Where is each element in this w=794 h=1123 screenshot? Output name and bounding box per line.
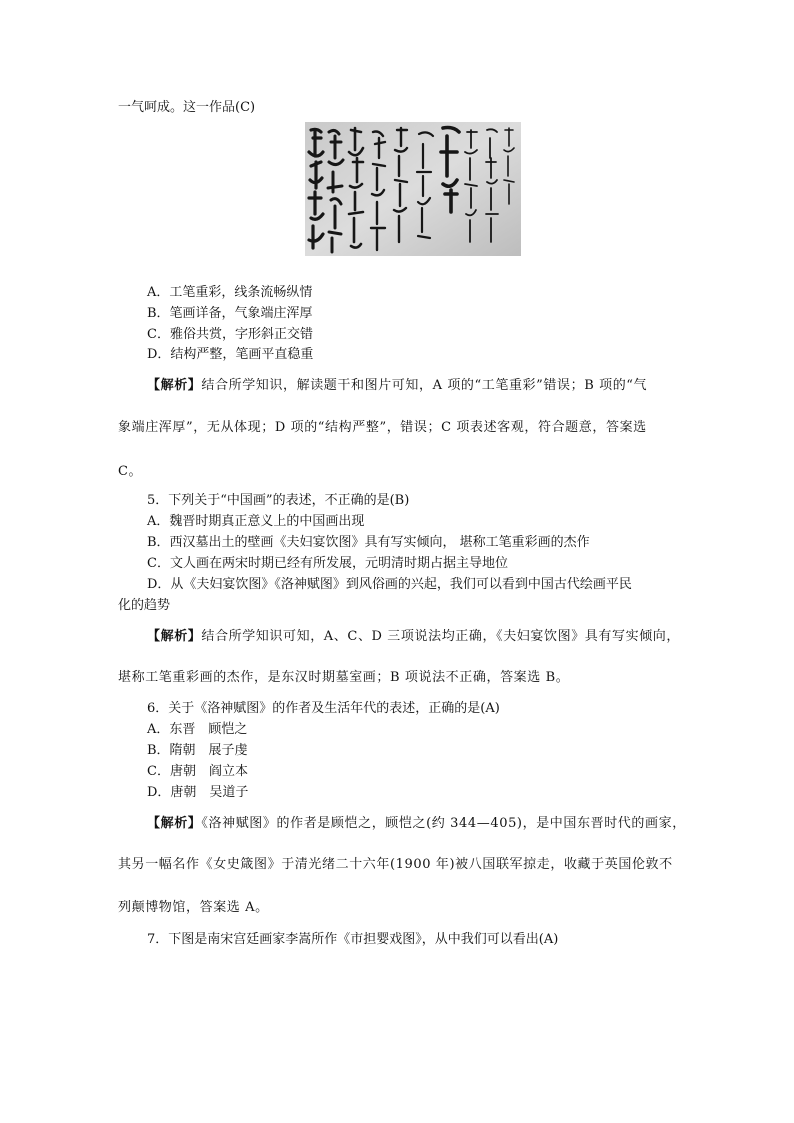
q5-option-b: B．西汉墓出土的壁画《夫妇宴饮图》具有写实倾向， 堪称工笔重彩画的杰作: [147, 535, 590, 550]
q6-option-b: B．隋朝 展子虔: [147, 743, 248, 758]
analysis-text: 结合所学知识，解读题干和图片可知，A 项的“工笔重彩”错误；B 项的“气: [201, 378, 648, 393]
analysis-tag: 【解析】: [147, 816, 202, 831]
q4-option-b: B．笔画详备，气象端庄浑厚: [147, 306, 313, 321]
q5-option-d: D．从《夫妇宴饮图》《洛神赋图》到风俗画的兴起，我们可以看到中国古代绘画平民: [147, 577, 632, 592]
q5-analysis-line-2: 堪称工笔重彩画的杰作，是东汉时期墓室画；B 项说法不正确，答案选 B。: [118, 670, 570, 685]
q6-analysis-line-2: 其另一幅名作《女史箴图》于清光绪二十六年(1900 年)被八国联军掠走，收藏于英国伦敦不: [118, 857, 673, 872]
q5-analysis-line-1: [147, 628, 680, 646]
analysis-text: 《洛神赋图》的作者是顾恺之，顾恺之(约 344—405)，是中国东晋时代的画家，: [201, 816, 686, 831]
q5-option-a: A．魏晋时期真正意义上的中国画出现: [147, 514, 365, 529]
q6-option-a: A．东晋 顾恺之: [147, 722, 248, 737]
q6-option-d: D．唐朝 吴道子: [147, 785, 249, 800]
q6-analysis-line-1: [147, 815, 686, 833]
q4-option-c: C．雅俗共赏，字形斜正交错: [147, 327, 313, 342]
q5-stem: 5．下列关于“中国画”的表述，不正确的是(B): [147, 493, 410, 508]
q4-option-a: A．工笔重彩，线条流畅纵情: [147, 285, 313, 300]
q5-option-c: C．文人画在两宋时期已经有所发展，元明清时期占据主导地位: [147, 556, 508, 571]
calligraphy-image: [305, 122, 521, 256]
q4-option-d: D．结构严整，笔画平直稳重: [147, 347, 314, 362]
q6-stem: 6．关于《洛神赋图》的作者及生活年代的表述，正确的是(A): [147, 701, 500, 716]
analysis-tag: 【解析】: [147, 378, 202, 393]
q5-option-d-cont: 化的趋势: [118, 598, 171, 613]
q7-stem: 7．下图是南宋宫廷画家李嵩所作《市担婴戏图》，从中我们可以看出(A): [147, 932, 559, 947]
q4-analysis-line-3: C。: [118, 464, 143, 479]
q6-option-c: C．唐朝 阎立本: [147, 764, 248, 779]
q4-analysis-line-1: [147, 377, 647, 395]
q4-stem-tail: 一气呵成。这一作品(C): [118, 100, 256, 115]
analysis-text: 结合所学知识可知，A、C、D 三项说法均正确，《夫妇宴饮图》具有写实倾向，: [201, 629, 680, 644]
analysis-tag: 【解析】: [147, 629, 202, 644]
q4-analysis-line-2: 象端庄浑厚”，无从体现；D 项的“结构严整”，错误；C 项表述客观，符合题意，答案选: [118, 420, 647, 435]
q6-analysis-line-3: 列颠博物馆，答案选 A。: [118, 900, 269, 915]
